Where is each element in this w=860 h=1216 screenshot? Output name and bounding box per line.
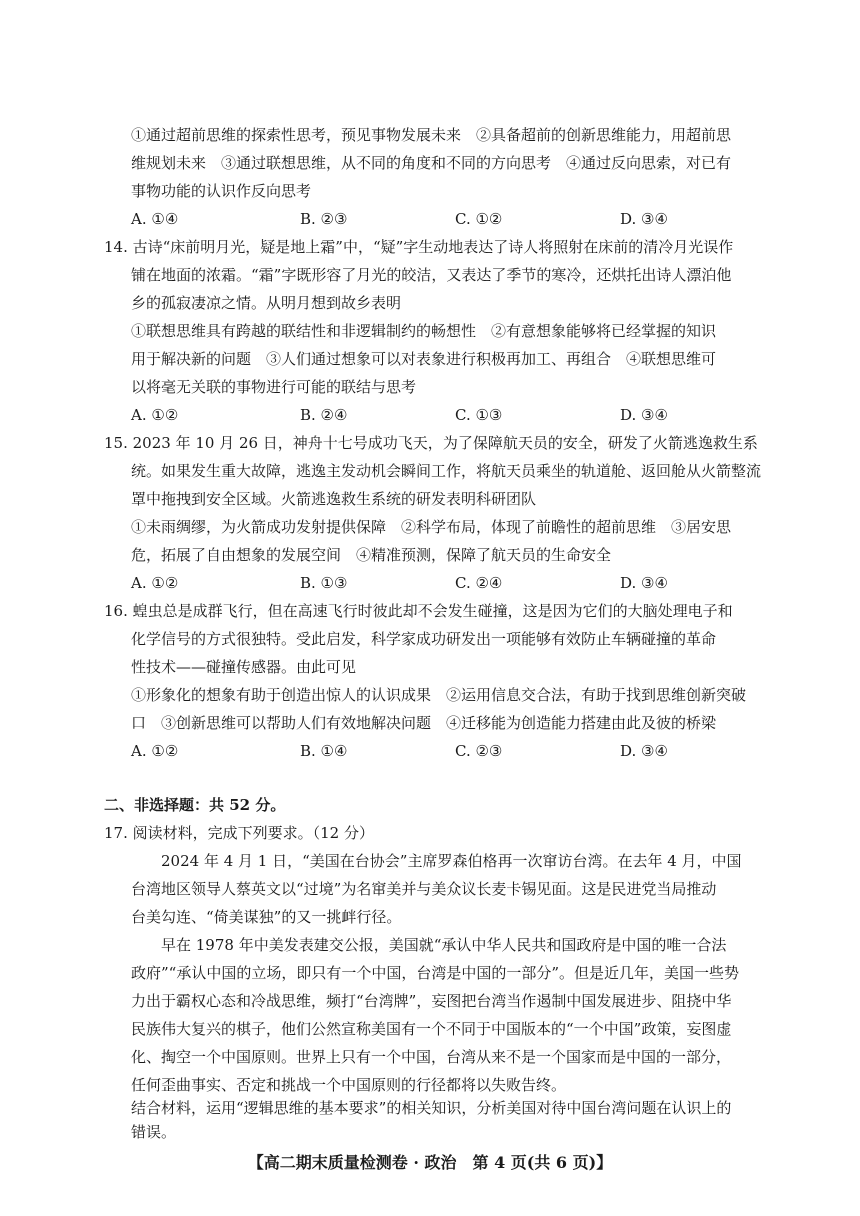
q17-paragraph-line: 早在 1978 年中美发表建交公报，美国就“承认中华人民共和国政府是中国的唯一合法 — [161, 936, 727, 954]
q16-stem-line: 化学信号的方式很独特。受此启发，科学家成功研发出一项能够有效防止车辆碰撞的革命 — [131, 630, 717, 648]
q15-option-a: A. ①② — [131, 574, 179, 592]
q16-option-d: D. ③④ — [620, 742, 668, 760]
q15-option-c: C. ②④ — [455, 574, 503, 592]
q14-choice-line: 以将毫无关联的事物进行可能的联结与思考 — [131, 378, 417, 396]
q15-option-b: B. ①③ — [300, 574, 348, 592]
q15-stem-line: 统。如果发生重大故障，逃逸主发动机会瞬间工作，将航天员乘坐的轨道舱、返回舱从火箭整流 — [131, 462, 762, 480]
q17-paragraph-line: 力出于霸权心态和冷战思维，频打“台湾牌”，妄图把台湾当作遏制中国发展进步、阻挠中华 — [131, 992, 732, 1010]
q13-choice-line: 事物功能的认识作反向思考 — [131, 182, 312, 200]
q15-option-d: D. ③④ — [620, 574, 668, 592]
q13-choice-line: ①通过超前思维的探索性思考，预见事物发展未来 ②具备超前的创新思维能力，用超前思 — [131, 126, 732, 144]
q14-option-d: D. ③④ — [620, 406, 668, 424]
q16-stem-line: 16. 蝗虫总是成群飞行，但在高速飞行时彼此却不会发生碰撞，这是因为它们的大脑处理电子和 — [104, 602, 733, 620]
q14-stem-line: 铺在地面的浓霜。“霜”字既形容了月光的皎洁，又表达了季节的寒冷，还烘托出诗人漂泊他 — [131, 266, 732, 284]
q17-paragraph-line: 民族伟大复兴的棋子，他们公然宣称美国有一个不同于中国版本的“一个中国”政策，妄图虚 — [131, 1020, 732, 1038]
q16-stem-line: 性技术——碰撞传感器。由此可见 — [131, 658, 357, 676]
q14-choice-line: 用于解决新的问题 ③人们通过想象可以对表象进行积极再加工、再组合 ④联想思维可 — [131, 350, 717, 368]
q15-choice-line: ①未雨绸缪，为火箭成功发射提供保障 ②科学布局，体现了前瞻性的超前思维 ③居安思 — [131, 518, 732, 536]
q16-option-a: A. ①② — [131, 742, 179, 760]
q13-option-a: A. ①④ — [131, 210, 179, 228]
q15-stem-line: 15. 2023 年 10 月 26 日，神舟十七号成功飞天，为了保障航天员的安全，研发了火箭逃逸救生系 — [104, 434, 758, 452]
q13-choice-line: 维规划未来 ③通过联想思维，从不同的角度和不同的方向思考 ④通过反向思索，对已有 — [131, 154, 732, 172]
q16-choice-line: ①形象化的想象有助于创造出惊人的认识成果 ②运用信息交合法，有助于找到思维创新突破 — [131, 686, 747, 704]
page-footer: 【高二期末质量检测卷 · 政治 第 4 页(共 6 页)】 — [247, 1153, 613, 1172]
q15-stem-line: 罩中拖拽到安全区域。火箭逃逸救生系统的研发表明科研团队 — [131, 490, 537, 508]
q17-paragraph-line: 化、掏空一个中国原则。世界上只有一个中国，台湾从来不是一个国家而是中国的一部分， — [131, 1048, 732, 1066]
q17-head: 17. 阅读材料，完成下列要求。（12 分） — [104, 824, 374, 842]
q16-option-b: B. ①④ — [300, 742, 348, 760]
q14-option-c: C. ①③ — [455, 406, 503, 424]
q17-paragraph-line: 台湾地区领导人蔡英文以“过境”为名窜美并与美众议长麦卡锡见面。这是民进党当局推动 — [131, 880, 717, 898]
q15-choice-line: 危，拓展了自由想象的发展空间 ④精准预测，保障了航天员的生命安全 — [131, 546, 612, 564]
q14-option-a: A. ①② — [131, 406, 179, 424]
q14-stem-line: 乡的孤寂凄凉之情。从明月想到故乡表明 — [131, 294, 402, 312]
q17-task-line: 错误。 — [131, 1123, 177, 1141]
q17-paragraph-line: 政府”“承认中国的立场，即只有一个中国，台湾是中国的一部分”。但是近几年，美国一些势 — [131, 964, 740, 982]
q17-paragraph-line: 台美勾连、“倚美谋独”的又一挑衅行径。 — [131, 908, 402, 926]
q14-option-b: B. ②④ — [300, 406, 348, 424]
section-title: 二、非选择题：共 52 分。 — [104, 796, 286, 814]
q16-choice-line: 口 ③创新思维可以帮助人们有效地解决问题 ④迁移能为创造能力搭建由此及彼的桥梁 — [131, 714, 717, 732]
q13-option-c: C. ①② — [455, 210, 503, 228]
q13-option-d: D. ③④ — [620, 210, 668, 228]
q17-paragraph-line: 任何歪曲事实、否定和挑战一个中国原则的行径都将以失败告终。 — [131, 1076, 567, 1094]
q16-option-c: C. ②③ — [455, 742, 503, 760]
q13-option-b: B. ②③ — [300, 210, 348, 228]
q14-stem-line: 14. 古诗“床前明月光，疑是地上霜”中，“疑”字生动地表达了诗人将照射在床前的清冷月光误作 — [104, 238, 734, 256]
q17-task-line: 结合材料，运用“逻辑思维的基本要求”的相关知识，分析美国对待中国台湾问题在认识上的 — [131, 1099, 732, 1117]
q17-paragraph-line: 2024 年 4 月 1 日，“美国在台协会”主席罗森伯格再一次窜访台湾。在去年 4 月，中国 — [161, 852, 742, 870]
q14-choice-line: ①联想思维具有跨越的联结性和非逻辑制约的畅想性 ②有意想象能够将已经掌握的知识 — [131, 322, 717, 340]
